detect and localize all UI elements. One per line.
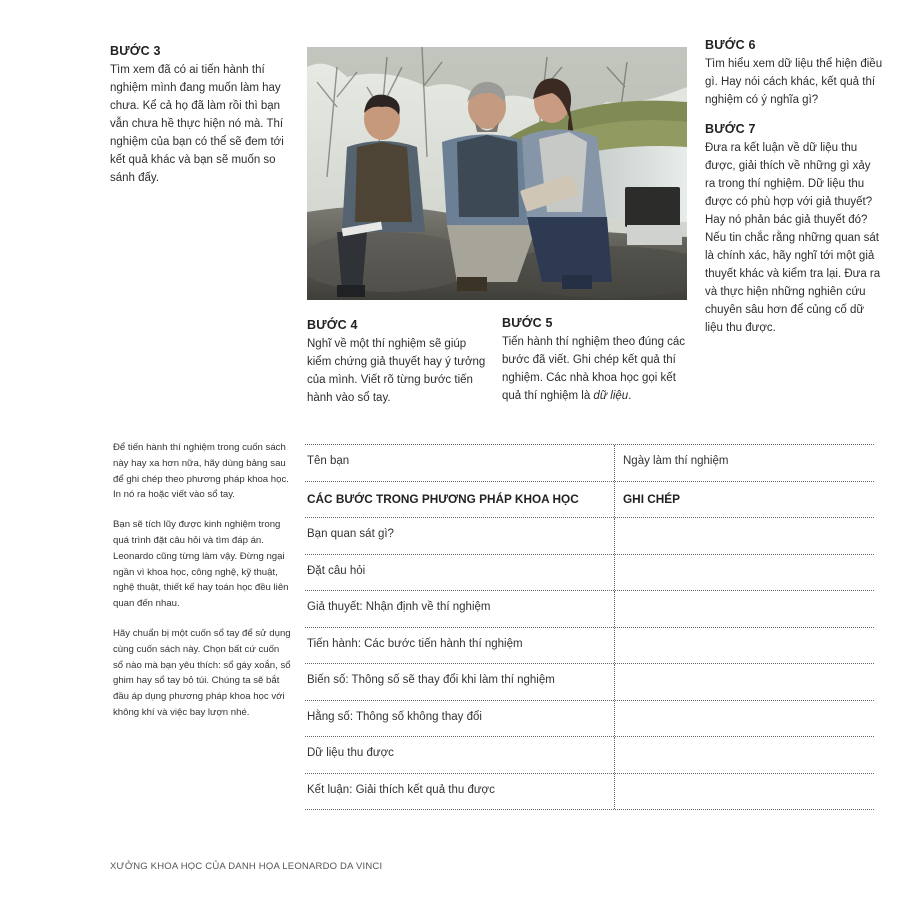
- step-5: [502, 316, 687, 405]
- step-5-text: [502, 333, 687, 405]
- table-row: [305, 663, 874, 700]
- step-5-text-emphasis: dữ liệu: [593, 390, 629, 402]
- notes-cell[interactable]: [615, 737, 874, 773]
- step-label: Hằng số: Thông số không thay đổi: [307, 710, 482, 723]
- notes-column-label: GHI CHÉP: [623, 491, 681, 506]
- scientists-photo: [307, 47, 687, 300]
- table-row: [305, 590, 874, 627]
- step-label: Biến số: Thông số sẽ thay đổi khi làm thí nghiệm: [307, 674, 555, 686]
- notes-cell[interactable]: [615, 701, 874, 737]
- step-6-heading: BƯỚC 6: [705, 38, 756, 52]
- step-cell: [305, 518, 615, 554]
- step-5-text-end: .: [628, 390, 632, 402]
- step-4: [307, 318, 487, 407]
- table-row: [305, 554, 874, 591]
- table-row: [305, 773, 874, 811]
- steps-column-header: [305, 482, 615, 518]
- page-footer: XƯỞNG KHOA HỌC CỦA DANH HỌA LEONARDO DA VINCI: [110, 861, 383, 872]
- journal-info-row: [305, 444, 874, 481]
- notes-column-header: [615, 482, 874, 518]
- step-7-text: Đưa ra kết luận về dữ liệu thu được, giải thích về những gì xảy ra trong thí nghiệm. Dữ liệu thu được có phù hợp với giả thuyết? Hay nó phản bác giả thuyết đó? Nếu tin chắc rằng những quan sát là chính xác, hãy nghĩ tới một giả thuyết khác và kiểm tra lại. Đưa ra và thực hiện những nghiên cứu chuyên sâu hơn để củng cố dữ liệu thu được.: [705, 142, 881, 334]
- experiment-journal-table: [305, 444, 874, 810]
- step-7: [705, 122, 883, 337]
- step-4-heading: BƯỚC 4: [307, 318, 358, 332]
- step-4-text: Nghĩ về một thí nghiệm sẽ giúp kiểm chứng giả thuyết hay ý tưởng của mình. Viết rõ từng bước tiến hành vào sổ tay.: [307, 338, 486, 404]
- notes-cell[interactable]: [615, 664, 874, 700]
- intro-text: [113, 440, 291, 735]
- step-label: Kết luận: Giải thích kết quả thu được: [307, 783, 495, 796]
- table-row: [305, 700, 874, 737]
- steps-column-label: CÁC BƯỚC TRONG PHƯƠNG PHÁP KHOA HỌC: [307, 491, 579, 506]
- notes-cell[interactable]: [615, 591, 874, 627]
- table-row: [305, 627, 874, 664]
- notes-cell[interactable]: [615, 518, 874, 554]
- step-cell: [305, 555, 615, 591]
- step-3-heading: BƯỚC 3: [110, 44, 161, 58]
- table-row: [305, 517, 874, 554]
- notes-cell[interactable]: [615, 628, 874, 664]
- step-cell: [305, 664, 615, 700]
- intro-paragraph: Hãy chuẩn bị một cuốn sổ tay để sử dụng cùng cuốn sách này. Chọn bất cứ cuốn sổ nào mà bạn yêu thích: sổ gáy xoắn, sổ ghim hay sổ tay bỏ túi. Chúng ta sẽ bắt đầu áp dụng phương pháp khoa học với không khí và việc bay lượn nhé.: [113, 627, 291, 718]
- date-cell[interactable]: [615, 445, 874, 481]
- name-cell[interactable]: [305, 445, 615, 481]
- step-3-text: Tìm xem đã có ai tiến hành thí nghiệm mình đang muốn làm hay chưa. Kể cả họ đã làm rồi thì bạn vẫn chưa hề thực hiện nó mà. Thí nghiệm của bạn có thể sẽ đem tới kết quả khác và bạn sẽ muốn so sánh đấy.: [110, 64, 284, 184]
- step-3: [110, 44, 290, 187]
- step-5-heading: BƯỚC 5: [502, 316, 553, 330]
- step-6: [705, 38, 883, 109]
- notes-cell[interactable]: [615, 555, 874, 591]
- step-label: Giả thuyết: Nhận định về thí nghiệm: [307, 601, 491, 613]
- step-5-text-main: Tiến hành thí nghiệm theo đúng các bước đã viết. Ghi chép kết quả thí nghiệm. Các nhà khoa học gọi kết quả thí nghiệm là: [502, 336, 686, 402]
- notes-cell[interactable]: [615, 774, 874, 810]
- date-label: Ngày làm thí nghiệm: [623, 455, 729, 467]
- intro-paragraph: Bạn sẽ tích lũy được kinh nghiệm trong quá trình đặt câu hỏi và tìm đáp án. Leonardo cũng từng làm vậy. Đừng ngại ngần vì khoa học, công nghệ, kỹ thuật, nghệ thuật, thiết kế hay toán học đều liên quan đến nhau.: [113, 519, 289, 610]
- step-label: Dữ liệu thu được: [307, 747, 394, 759]
- step-cell: [305, 737, 615, 773]
- step-label: Đặt câu hỏi: [307, 564, 366, 577]
- step-cell: [305, 628, 615, 664]
- step-label: Tiến hành: Các bước tiến hành thí nghiệm: [307, 637, 523, 650]
- step-7-heading: BƯỚC 7: [705, 122, 756, 136]
- step-cell: [305, 774, 615, 810]
- step-cell: [305, 701, 615, 737]
- step-6-text: Tìm hiểu xem dữ liệu thể hiện điều gì. Hay nói cách khác, kết quả thí nghiệm có ý nghĩa gì?: [705, 58, 883, 106]
- table-row: [305, 736, 874, 773]
- name-label: Tên bạn: [307, 455, 350, 467]
- step-cell: [305, 591, 615, 627]
- journal-header-row: [305, 481, 874, 518]
- step-label: Bạn quan sát gì?: [307, 528, 394, 540]
- intro-paragraph: Để tiến hành thí nghiệm trong cuốn sách này hay xa hơn nữa, hãy dùng bảng sau để ghi chép theo phương pháp khoa học. In nó ra hoặc viết vào sổ tay.: [113, 442, 289, 501]
